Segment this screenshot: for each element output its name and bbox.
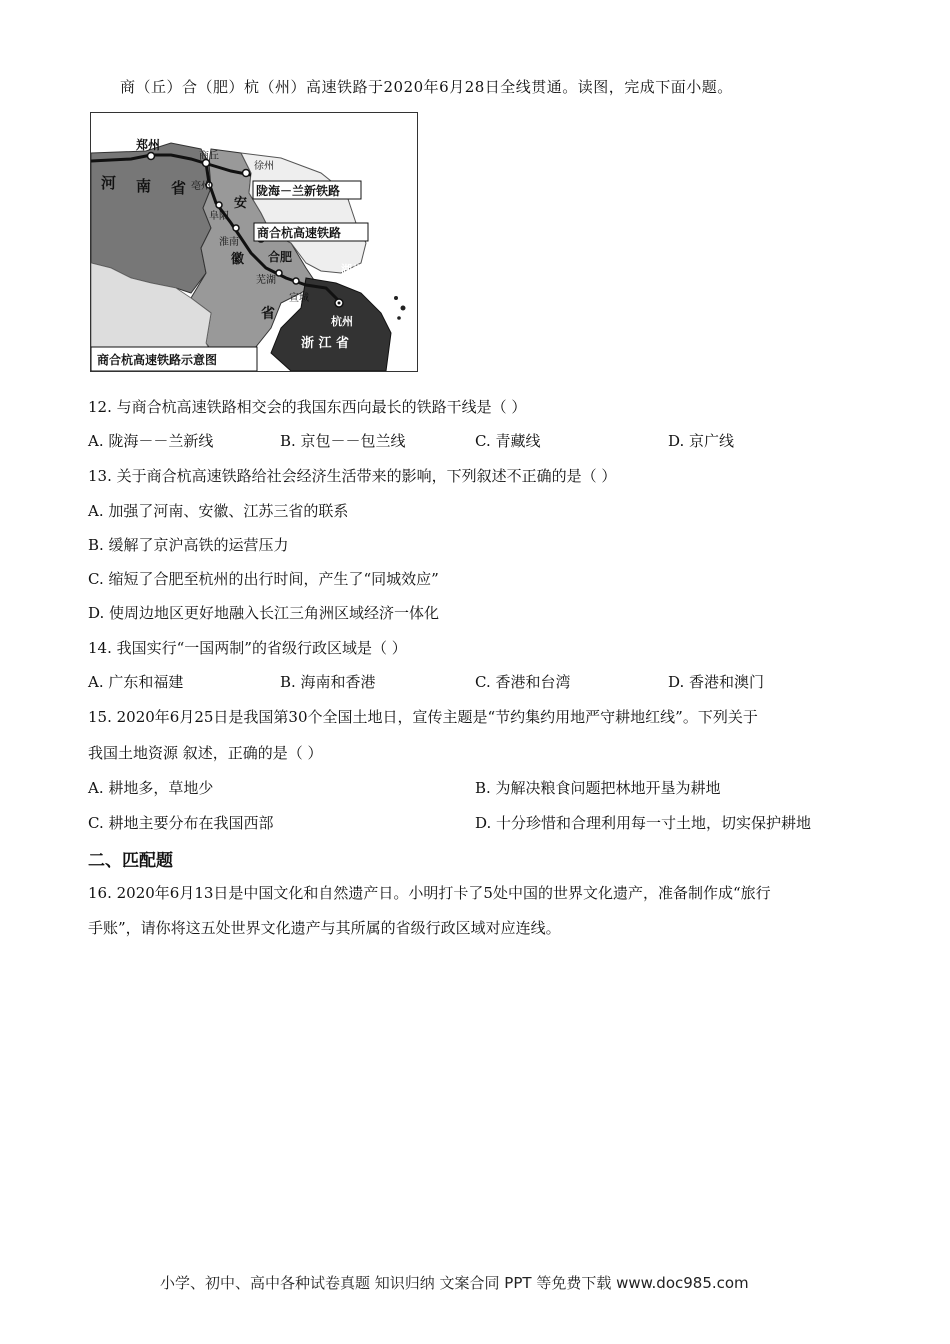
label-henan-1: 河 [101,174,117,192]
label-zhengzhou: 郑州 [136,138,161,152]
question-15-option-a: A. 耕地多，草地少 [88,779,214,797]
label-bozhou: 亳州 [191,181,211,192]
question-15-option-d: D. 十分珍惜和合理利用每一寸土地，切实保护耕地 [475,814,812,832]
label-shangqiu: 商丘 [199,151,219,162]
intro-text: 商（丘）合（肥）杭（州）高速铁路于2020年6月28日全线贯通。读图，完成下面小题。 [120,78,733,96]
question-13-option-a: A. 加强了河南、安徽、江苏三省的联系 [88,502,349,520]
label-huainan: 淮南 [219,237,239,248]
section-title-matching: 二、匹配题 [88,851,173,871]
label-an: 安 [234,196,248,211]
map-caption: 商合杭高速铁路示意图 [97,353,218,367]
question-15-option-c: C. 耕地主要分布在我国西部 [88,814,274,832]
question-13-stem: 13. 关于商合杭高速铁路给社会经济生活带来的影响，下列叙述不正确的是（ ） [88,467,617,485]
label-longhai: 陇海－兰新铁路 [256,184,341,198]
question-12-stem: 12. 与商合杭高速铁路相交会的我国东西向最长的铁路干线是（ ） [88,398,527,416]
label-huzhou: 湖州 [341,263,363,276]
question-14-option-b: B. 海南和香港 [280,673,376,691]
question-12-option-b: B. 京包－－包兰线 [280,432,406,450]
label-hefei: 合肥 [268,250,293,264]
question-15-stem-line2: 我国土地资源 叙述，正确的是（ ） [88,744,323,762]
question-12-option-a: A. 陇海－－兰新线 [88,432,214,450]
question-16-line1: 16. 2020年6月13日是中国文化和自然遗产日。小明打卡了5处中国的世界文化遗产，准备制作成“旅行 [88,884,771,902]
question-13-option-b: B. 缓解了京沪高铁的运营压力 [88,536,289,554]
label-shanghehang: 商合杭高速铁路 [257,226,342,240]
label-xuancheng: 宣城 [289,293,309,304]
question-16-line2: 手账”，请你将这五处世界文化遗产与其所属的省级行政区域对应连线。 [88,919,561,937]
label-hangzhou: 杭州 [331,315,353,328]
railway-map [90,112,418,372]
question-13-option-c: C. 缩短了合肥至杭州的出行时间，产生了“同城效应” [88,570,439,588]
question-15-stem: 15. 2020年6月25日是我国第30个全国土地日，宣传主题是“节约集约用地严守耕地红线”。下列关于 [88,708,758,726]
label-fuyang: 阜阳 [209,211,229,222]
label-sheng: 省 [261,306,275,322]
question-12-option-d: D. 京广线 [668,432,735,450]
label-zhejiang: 浙 江 省 [301,336,350,351]
question-15-option-b: B. 为解决粮食问题把林地开垦为耕地 [475,779,721,797]
label-xuzhou: 徐州 [254,161,274,172]
question-13-option-d: D. 使周边地区更好地融入长江三角洲区域经济一体化 [88,604,440,622]
question-14-option-a: A. 广东和福建 [88,673,184,691]
footer-text: 小学、初中、高中各种试卷真题 知识归纳 文案合同 PPT 等免费下载 www.doc985.com [160,1274,749,1292]
railway-map-figure [91,113,417,371]
question-14-option-c: C. 香港和台湾 [475,673,571,691]
label-henan-3: 省 [171,179,187,197]
question-12-option-c: C. 青藏线 [475,432,541,450]
label-henan-2: 南 [136,177,152,195]
label-hui: 徽 [231,252,245,267]
label-wuhu: 芜湖 [256,275,276,286]
question-14-option-d: D. 香港和澳门 [668,673,765,691]
question-14-stem: 14. 我国实行“一国两制”的省级行政区域是（ ） [88,639,407,657]
